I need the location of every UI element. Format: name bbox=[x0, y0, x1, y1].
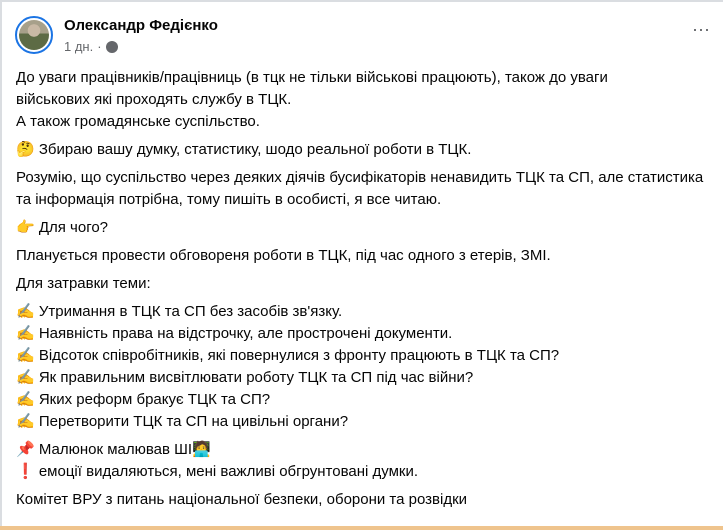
avatar[interactable] bbox=[15, 16, 53, 54]
text-line: 📌 Малюнок малював ШІ🧑‍💻 bbox=[16, 441, 211, 458]
text-line: 👉 Для чого? bbox=[16, 219, 109, 236]
paragraph bbox=[16, 245, 723, 267]
text-line: ❗ емоції видаляються, мені важливі обгрунтовані думки. bbox=[16, 463, 419, 480]
text-line: військових які проходять службу в ТЦК. bbox=[16, 91, 292, 108]
paragraph bbox=[16, 167, 723, 211]
text-line: Для затравки теми: bbox=[16, 275, 151, 292]
text-line: ✍️ Наявність права на відстрочку, але прострочені документи. bbox=[16, 325, 453, 342]
paragraph bbox=[16, 301, 723, 433]
paragraph bbox=[16, 67, 723, 133]
post-image-top[interactable] bbox=[0, 526, 723, 530]
author-name[interactable]: Олександр Федієнко bbox=[64, 17, 218, 34]
text-line: Комітет ВРУ з питань національної безпеки, оборони та розвідки bbox=[16, 491, 468, 508]
paragraph bbox=[16, 273, 723, 295]
post-time[interactable]: 1 дн. bbox=[64, 39, 94, 54]
text-line: А також громадянське суспільство. bbox=[16, 113, 260, 130]
divider bbox=[0, 0, 723, 2]
text-line: ✍️ Як правильним висвітлювати роботу ТЦК та СП під час війни? bbox=[16, 369, 474, 386]
paragraph bbox=[16, 217, 723, 239]
post-meta bbox=[64, 39, 118, 54]
text-line: 🤔 Збираю вашу думку, статистику, шодо реальної роботи в ТЦК. bbox=[16, 141, 472, 158]
text-line: Розумію, що суспільство через деяких діячів бусифікаторів ненавидить ТЦК та СП, але статистика bbox=[16, 169, 704, 186]
separator: · bbox=[97, 39, 102, 54]
paragraph bbox=[16, 439, 723, 483]
more-options-icon[interactable]: ⋯ bbox=[692, 20, 711, 40]
text-line: ✍️ Відсоток співробітників, які повернулися з фронту працюють в ТЦК та СП? bbox=[16, 347, 560, 364]
text-line: ✍️ Утримання в ТЦК та СП без засобів зв'язку. bbox=[16, 303, 343, 320]
text-line: та інформація потрібна, тому пишіть в особисті, я все читаю. bbox=[16, 191, 442, 208]
paragraph bbox=[16, 489, 723, 511]
text-line: ✍️ Яких реформ бракує ТЦК та СП? bbox=[16, 391, 271, 408]
divider bbox=[0, 0, 2, 530]
globe-icon bbox=[106, 41, 118, 53]
paragraph bbox=[16, 139, 723, 161]
text-line: Планується провести обговореня роботи в ТЦК, під час одного з етерів, ЗМІ. bbox=[16, 247, 551, 264]
text-line: До уваги працівників/працівниць (в тцк не тільки військові працюють), також до уваги bbox=[16, 69, 608, 86]
post-text bbox=[16, 67, 723, 517]
text-line: ✍️ Перетворити ТЦК та СП на цивільні органи? bbox=[16, 413, 349, 430]
